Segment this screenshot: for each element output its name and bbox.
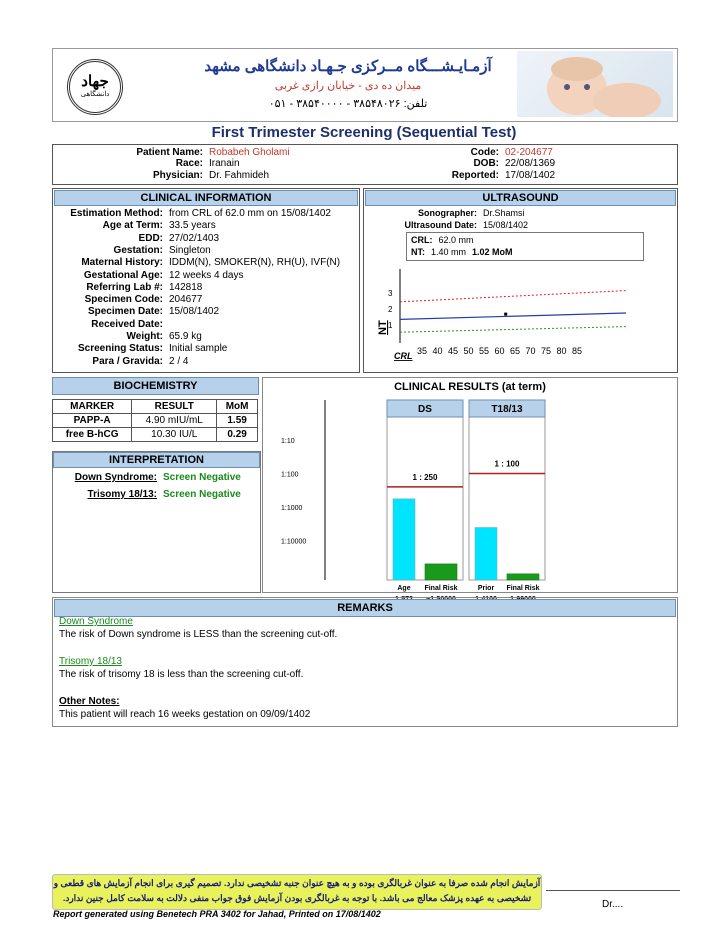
risk-bar-label: Prior [477, 585, 495, 592]
clinical-field-value: Singleton [169, 244, 211, 256]
risk-y-tick: 1:100 [281, 471, 299, 479]
code-value: 02-204677 [505, 147, 553, 158]
reported-label: Reported: [451, 170, 499, 181]
remarks-down-title: Down Syndrome [59, 616, 133, 627]
nt-x-tick: 55 [479, 346, 490, 356]
nt-x-tick: 50 [463, 346, 474, 356]
clinical-field-value: Initial sample [169, 343, 228, 355]
clinical-field-label: EDD: [138, 232, 163, 244]
dob-value: 22/08/1369 [505, 158, 556, 169]
clinical-field-label: Specimen Date: [87, 306, 163, 318]
remarks-other-title: Other Notes: [59, 696, 120, 707]
nt-x-tick: 70 [525, 346, 536, 356]
clinical-field-label: Specimen Code: [84, 294, 163, 306]
clinical-field-row [53, 319, 169, 330]
nt-lower-reference-line [400, 327, 626, 333]
clinical-field-row [53, 220, 216, 231]
nt-median-line [400, 313, 626, 319]
interpretation-heading: INTERPRETATION [53, 452, 260, 468]
biochem-section [52, 377, 259, 449]
lab-name: آزمـایـشـــگاه مــرکزی جـهـاد دانشگاهی مشهد [204, 58, 492, 75]
patient-name: Robabeh Gholami [209, 147, 290, 158]
clinical-field-label: Maternal History: [81, 257, 163, 269]
marker-cell: PAPP-A [53, 414, 132, 428]
remarks-down-text: The risk of Down syndrome is LESS than the screening cut-off. [59, 629, 338, 640]
clinical-field-row [53, 294, 202, 305]
clinical-field-row [53, 282, 202, 293]
clinical-field-value: 65.9 kg [169, 331, 202, 342]
risk-bar [507, 574, 539, 580]
clinical-field-label: Gestational Age: [83, 269, 163, 281]
nt-y-tick: 3 [388, 289, 393, 298]
crl-label: CRL: [411, 235, 433, 245]
nt-x-tick: 80 [556, 346, 567, 356]
nt-x-tick: 35 [417, 346, 428, 356]
clinical-section [52, 188, 360, 373]
risk-cutoff-label: 1 : 100 [494, 459, 520, 469]
crl-axis-title: CRL [394, 351, 413, 361]
baby-illustration [517, 51, 673, 117]
down-interp-value: Screen Negative [163, 472, 241, 483]
trisomy-interp-value: Screen Negative [163, 489, 241, 500]
code-label: Code: [470, 147, 499, 158]
remarks-other-text: This patient will reach 16 weeks gestation on 09/09/1402 [59, 709, 311, 720]
nt-y-tick: 1 [388, 321, 393, 330]
nt-value: 1.40 mm [431, 247, 467, 257]
clinical-field-value: from CRL of 62.0 mm on 15/08/1402 [169, 208, 331, 219]
nt-x-tick: 75 [541, 346, 552, 356]
clinical-field-value: 15/08/1402 [169, 306, 220, 318]
clinical-field-value: 204677 [169, 294, 203, 306]
clinical-field-label: Gestation: [113, 244, 163, 256]
col-result: RESULT [132, 400, 217, 414]
race-value: Iranain [209, 158, 240, 169]
reported-value: 17/08/1402 [505, 170, 556, 181]
mom-cell: 1.59 [217, 414, 258, 428]
disclaimer-box [52, 874, 542, 910]
col-mom: MoM [217, 400, 258, 414]
risk-y-tick: 1:10000 [281, 538, 307, 546]
clinical-field-row [53, 343, 227, 354]
us-date-label: Ultrasound Date: [404, 220, 477, 230]
clinical-field-row [53, 245, 211, 256]
clinical-field-label: Age at Term: [102, 220, 163, 232]
nt-chart [364, 267, 677, 372]
lab-phone: تلفن: ۳۸۵۴۸۰۲۶ - ۳۸۵۴۰۰۰۰ - ۰۵۱ [268, 98, 428, 110]
clinical-field-value: IDDM(N), SMOKER(N), RH(U), IVF(N) [169, 257, 341, 269]
disclaimer-line-2: تشخیصی به عهده پزشک معالج می باشد. با توجه به غربالگری بودن آزمایش فوق جواب منفی دلالت به سلامت کامل جنین ندارد. [62, 893, 532, 903]
ultrasound-heading: ULTRASOUND [365, 190, 676, 206]
nt-x-tick: 85 [572, 346, 583, 356]
disclaimer-line-1: آزمایش انجام شده صرفا به عنوان غربالگری بوده و به هیچ عنوان جنبه تشخیصی ندارد. تصمیم گیری برای انجام آزمایش های قطعی و [53, 878, 541, 888]
risk-y-tick: 1:10 [281, 438, 295, 445]
nt-y-tick: 2 [388, 305, 393, 314]
clinical-field-row [53, 270, 244, 281]
risk-panel-name: T18/13 [491, 404, 523, 415]
header-box [52, 48, 678, 122]
risk-bar-label: Final Risk [506, 585, 540, 592]
clinical-field-row [53, 208, 331, 219]
logo-subtext: دانشگاهی [80, 91, 110, 98]
clinical-field-row [53, 233, 219, 244]
patient-name-label: Patient Name: [136, 147, 203, 158]
remarks-heading: REMARKS [54, 599, 676, 617]
marker-cell: free B-hCG [53, 428, 132, 442]
clinical-field-value: 12 weeks 4 days [169, 269, 244, 281]
nt-mom-value: 1.02 MoM [472, 247, 513, 257]
sonographer-value: Dr.Shamsi [483, 208, 525, 218]
biochem-header-row [53, 400, 258, 414]
risk-bar [475, 528, 497, 580]
risk-bar-label: Final Risk [424, 585, 458, 592]
remarks-section [52, 597, 678, 727]
nt-x-tick: 40 [432, 346, 443, 356]
lab-address: میدان ده دی - خیابان رازی غربی [274, 80, 422, 92]
clinical-field-label: Referring Lab #: [86, 281, 163, 293]
result-cell: 4.90 mIU/mL [132, 414, 217, 428]
generated-note: Report generated using Benetech PRA 3402 for Jahad, Printed on 17/08/1402 [53, 909, 381, 919]
dob-label: DOB: [473, 158, 499, 169]
crl-value: 62.0 mm [438, 235, 474, 245]
sonographer-label: Sonographer: [417, 208, 477, 218]
signature-line [546, 890, 680, 891]
nt-upper-reference-line [400, 291, 626, 302]
clinical-results-title: CLINICAL RESULTS (at term) [394, 381, 546, 393]
nt-x-tick: 60 [494, 346, 505, 356]
interpretation-section [52, 451, 261, 593]
nt-patient-point [504, 313, 507, 316]
clinical-field-row [53, 257, 340, 268]
result-cell: 10.30 IU/L [132, 428, 217, 442]
clinical-field-value: 27/02/1403 [169, 232, 220, 244]
risk-panel-name: DS [418, 404, 432, 415]
biochem-heading: BIOCHEMISTRY [52, 377, 259, 395]
clinical-results-section [262, 377, 678, 593]
ultrasound-section [363, 188, 678, 373]
logo-text: جهاد [81, 73, 109, 90]
risk-bar [393, 499, 415, 580]
clinical-field-label: Screening Status: [77, 343, 163, 355]
clinical-field-label: Para / Gravida: [92, 355, 163, 367]
clinical-field-label: Received Date: [91, 318, 163, 330]
report-title: First Trimester Screening (Sequential Test) [211, 124, 517, 141]
clinical-field-label: Weight: [126, 331, 163, 342]
patient-box [52, 144, 678, 185]
us-date-value: 15/08/1402 [483, 220, 529, 230]
risk-cutoff-label: 1 : 250 [412, 472, 438, 482]
nt-label: NT: [411, 247, 425, 257]
remarks-trisomy-text: The risk of trisomy 18 is less than the screening cut-off. [59, 669, 304, 680]
remarks-trisomy-title: Trisomy 18/13 [59, 656, 122, 667]
biochem-table [52, 399, 258, 442]
risk-chart [263, 396, 677, 606]
col-marker: MARKER [53, 400, 132, 414]
risk-bar [425, 564, 457, 580]
mom-cell: 0.29 [217, 428, 258, 442]
nt-measure-box [406, 232, 644, 261]
clinical-field-row [53, 331, 202, 342]
nt-axis-title: NT [377, 320, 389, 335]
risk-bar-label: Age [397, 585, 411, 592]
down-interp-label: Down Syndrome: [74, 472, 157, 483]
risk-y-tick: 1:1000 [281, 505, 303, 512]
clinical-field-value: 33.5 years [169, 220, 216, 232]
physician-value: Dr. Fahmideh [209, 170, 270, 181]
clinical-field-value: 2 / 4 [169, 355, 189, 367]
race-label: Race: [175, 158, 203, 169]
clinical-field-label: Estimation Method: [70, 208, 163, 219]
physician-label: Physician: [152, 170, 203, 181]
clinical-field-row [53, 356, 188, 367]
clinical-heading: CLINICAL INFORMATION [54, 190, 358, 206]
clinical-field-row [53, 306, 219, 317]
jahad-logo [67, 59, 123, 115]
table-row [53, 428, 258, 442]
clinical-field-value: 142818 [169, 281, 203, 293]
doctor-signature: Dr.... [602, 899, 624, 910]
table-row [53, 414, 258, 428]
trisomy-interp-label: Trisomy 18/13: [87, 489, 157, 500]
baby-photo [517, 51, 673, 117]
nt-x-tick: 45 [448, 346, 459, 356]
nt-x-tick: 65 [510, 346, 521, 356]
